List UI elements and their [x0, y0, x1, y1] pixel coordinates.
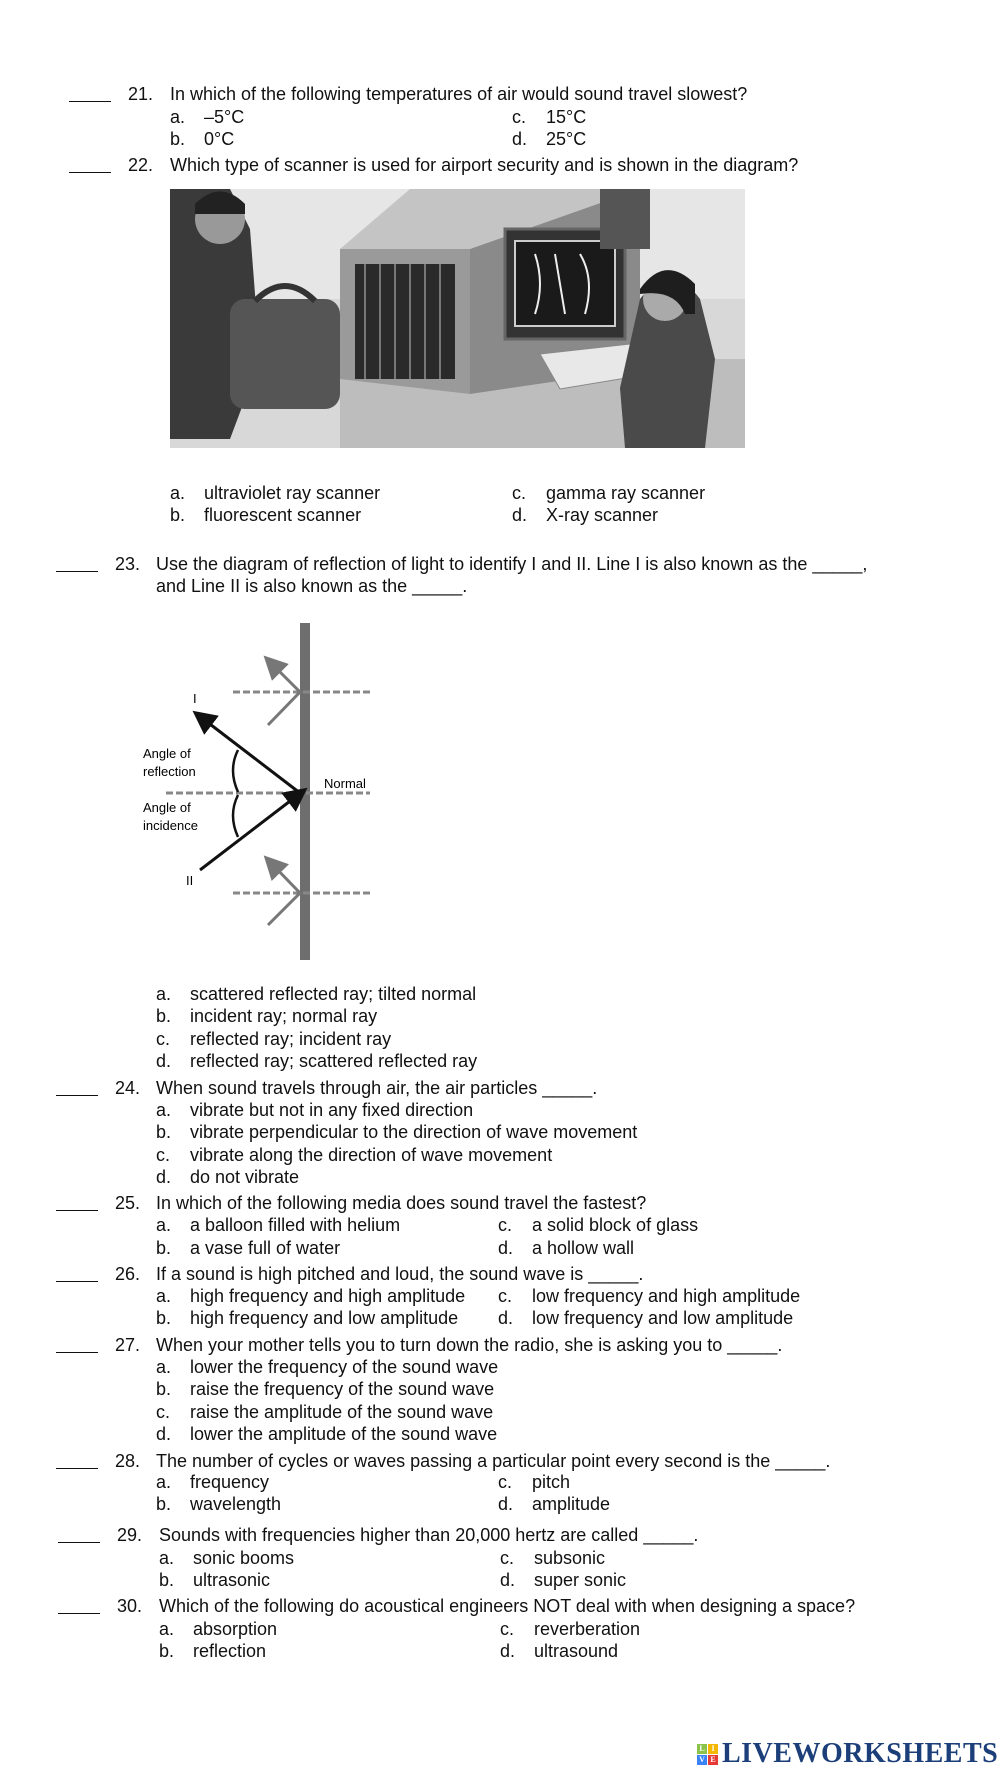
answer-blank[interactable] [58, 1613, 100, 1614]
option-text[interactable]: fluorescent scanner [204, 505, 362, 525]
logo-text: LIVEWORKSHEETS [722, 1738, 999, 1769]
option-letter[interactable]: c. [498, 1472, 513, 1492]
option-letter[interactable]: d. [156, 1167, 172, 1187]
question-number: 30. [117, 1596, 143, 1616]
option-text[interactable]: vibrate perpendicular to the direction of wave movement [190, 1122, 638, 1142]
reflection-label-1: Angle of [143, 746, 191, 761]
option-text[interactable]: high frequency and low amplitude [190, 1308, 459, 1328]
question-text: When your mother tells you to turn down the radio, she is asking you to _____. [156, 1335, 783, 1355]
option-text[interactable]: reflection [193, 1641, 267, 1661]
option-letter[interactable]: b. [156, 1238, 172, 1258]
option-text[interactable]: 0°C [204, 129, 235, 149]
liveworksheets-logo [697, 1738, 998, 1770]
question-text-line2: and Line II is also known as the _____. [156, 576, 468, 596]
logo-cube-icon [697, 1744, 718, 1765]
option-letter[interactable]: a. [159, 1548, 175, 1568]
option-letter[interactable]: a. [156, 1472, 172, 1492]
question-number: 27. [115, 1335, 141, 1355]
option-text[interactable]: a vase full of water [190, 1238, 341, 1258]
option-text[interactable]: reverberation [534, 1619, 641, 1639]
cube-letter: L [697, 1744, 707, 1754]
option-text[interactable]: scattered reflected ray; tilted normal [190, 984, 477, 1004]
option-letter[interactable]: b. [156, 1308, 172, 1328]
option-text[interactable]: ultrasonic [193, 1570, 271, 1590]
option-text[interactable]: –5°C [204, 107, 245, 127]
option-letter[interactable]: a. [159, 1619, 175, 1639]
option-text[interactable]: incident ray; normal ray [190, 1006, 378, 1026]
option-text[interactable]: low frequency and low amplitude [532, 1308, 794, 1328]
reflection-diagram [100, 600, 400, 960]
option-letter[interactable]: a. [156, 1100, 172, 1120]
option-letter[interactable]: d. [498, 1308, 514, 1328]
reflected-ray-I [202, 718, 300, 793]
option-letter[interactable]: c. [498, 1215, 513, 1235]
question-number: 28. [115, 1451, 141, 1471]
option-letter[interactable]: c. [156, 1029, 171, 1049]
question-text: In which of the following temperatures of air would sound travel slowest? [170, 84, 748, 104]
option-letter[interactable]: b. [159, 1641, 175, 1661]
answer-blank[interactable] [56, 571, 98, 572]
question-text: Sounds with frequencies higher than 20,000 hertz are called _____. [159, 1525, 699, 1545]
cube-letter: I [708, 1744, 718, 1754]
option-text[interactable]: super sonic [534, 1570, 627, 1590]
option-text[interactable]: wavelength [190, 1494, 282, 1514]
question-text: The number of cycles or waves passing a particular point every second is the _____. [156, 1451, 831, 1471]
option-text[interactable]: low frequency and high amplitude [532, 1286, 801, 1306]
option-letter[interactable]: d. [498, 1238, 514, 1258]
question-text: In which of the following media does sound travel the fastest? [156, 1193, 647, 1213]
option-letter[interactable]: a. [170, 483, 186, 503]
option-letter[interactable]: c. [500, 1548, 515, 1568]
answer-blank[interactable] [58, 1542, 100, 1543]
option-letter[interactable]: d. [512, 129, 528, 149]
option-text[interactable]: subsonic [534, 1548, 606, 1568]
question-text: If a sound is high pitched and loud, the sound wave is _____. [156, 1264, 644, 1284]
option-letter[interactable]: b. [170, 505, 186, 525]
option-letter[interactable]: d. [156, 1424, 172, 1444]
option-text[interactable]: a solid block of glass [532, 1215, 699, 1235]
incident-ray-II [200, 795, 298, 870]
option-text[interactable]: 15°C [546, 107, 587, 127]
answer-blank[interactable] [69, 172, 111, 173]
incidence-label-2: incidence [143, 818, 198, 833]
option-text[interactable]: lower the amplitude of the sound wave [190, 1424, 498, 1444]
answer-blank[interactable] [56, 1281, 98, 1282]
option-letter[interactable]: d. [512, 505, 528, 525]
option-text[interactable]: vibrate along the direction of wave movement [190, 1145, 553, 1165]
option-letter[interactable]: c. [512, 107, 527, 127]
question-number: 22. [128, 155, 154, 175]
cube-letter: V [697, 1755, 707, 1765]
option-text[interactable]: sonic booms [193, 1548, 295, 1568]
airport-scanner-image [170, 189, 745, 448]
question-text: When sound travels through air, the air particles _____. [156, 1078, 598, 1098]
question-text: Which of the following do acoustical engineers NOT deal with when designing a space? [159, 1596, 856, 1616]
option-letter[interactable]: b. [170, 129, 186, 149]
option-text[interactable]: raise the amplitude of the sound wave [190, 1402, 494, 1422]
option-letter[interactable]: d. [500, 1570, 516, 1590]
option-letter[interactable]: d. [498, 1494, 514, 1514]
option-letter[interactable]: b. [159, 1570, 175, 1590]
option-letter[interactable]: a. [156, 1357, 172, 1377]
option-letter[interactable]: a. [170, 107, 186, 127]
option-text[interactable]: high frequency and high amplitude [190, 1286, 466, 1306]
answer-blank[interactable] [56, 1095, 98, 1096]
answer-blank[interactable] [69, 101, 111, 102]
question-number: 23. [115, 554, 141, 574]
option-letter[interactable]: b. [156, 1379, 172, 1399]
option-letter[interactable]: c. [512, 483, 527, 503]
incidence-label-1: Angle of [143, 800, 191, 815]
option-letter[interactable]: b. [156, 1494, 172, 1514]
reflection-label-2: reflection [143, 764, 196, 779]
question-text: Which type of scanner is used for airport security and is shown in the diagram? [170, 155, 799, 175]
option-text[interactable]: a hollow wall [532, 1238, 635, 1258]
label-II: II [186, 873, 194, 888]
option-text[interactable]: gamma ray scanner [546, 483, 706, 503]
option-letter[interactable]: c. [156, 1145, 171, 1165]
option-text[interactable]: pitch [532, 1472, 571, 1492]
option-text[interactable]: raise the frequency of the sound wave [190, 1379, 495, 1399]
option-text[interactable]: frequency [190, 1472, 270, 1492]
option-text[interactable]: 25°C [546, 129, 587, 149]
answer-blank[interactable] [56, 1210, 98, 1211]
option-letter[interactable]: a. [156, 1215, 172, 1235]
option-letter[interactable]: a. [156, 984, 172, 1004]
answer-blank[interactable] [56, 1468, 98, 1469]
option-text[interactable]: lower the frequency of the sound wave [190, 1357, 499, 1377]
question-number: 25. [115, 1193, 141, 1213]
question-number: 26. [115, 1264, 141, 1284]
option-text[interactable]: X-ray scanner [546, 505, 659, 525]
option-text[interactable]: reflected ray; scattered reflected ray [190, 1051, 478, 1071]
option-letter[interactable]: a. [156, 1286, 172, 1306]
option-text[interactable]: amplitude [532, 1494, 611, 1514]
option-text[interactable]: do not vibrate [190, 1167, 300, 1187]
option-letter[interactable]: c. [500, 1619, 515, 1639]
label-I: I [193, 691, 197, 706]
option-text[interactable]: reflected ray; incident ray [190, 1029, 392, 1049]
option-letter[interactable]: b. [156, 1006, 172, 1026]
question-text: Use the diagram of reflection of light to identify I and II. Line I is also known as the _____, [156, 554, 868, 574]
option-letter[interactable]: d. [500, 1641, 516, 1661]
option-text[interactable]: a balloon filled with helium [190, 1215, 401, 1235]
option-letter[interactable]: c. [156, 1402, 171, 1422]
option-letter[interactable]: d. [156, 1051, 172, 1071]
option-text[interactable]: vibrate but not in any fixed direction [190, 1100, 474, 1120]
normal-label: Normal [324, 776, 366, 791]
option-letter[interactable]: c. [498, 1286, 513, 1306]
question-number: 24. [115, 1078, 141, 1098]
option-text[interactable]: absorption [193, 1619, 278, 1639]
cube-letter: E [708, 1755, 718, 1765]
option-text[interactable]: ultraviolet ray scanner [204, 483, 381, 503]
option-letter[interactable]: b. [156, 1122, 172, 1142]
question-number: 21. [128, 84, 154, 104]
option-text[interactable]: ultrasound [534, 1641, 619, 1661]
answer-blank[interactable] [56, 1352, 98, 1353]
question-number: 29. [117, 1525, 143, 1545]
